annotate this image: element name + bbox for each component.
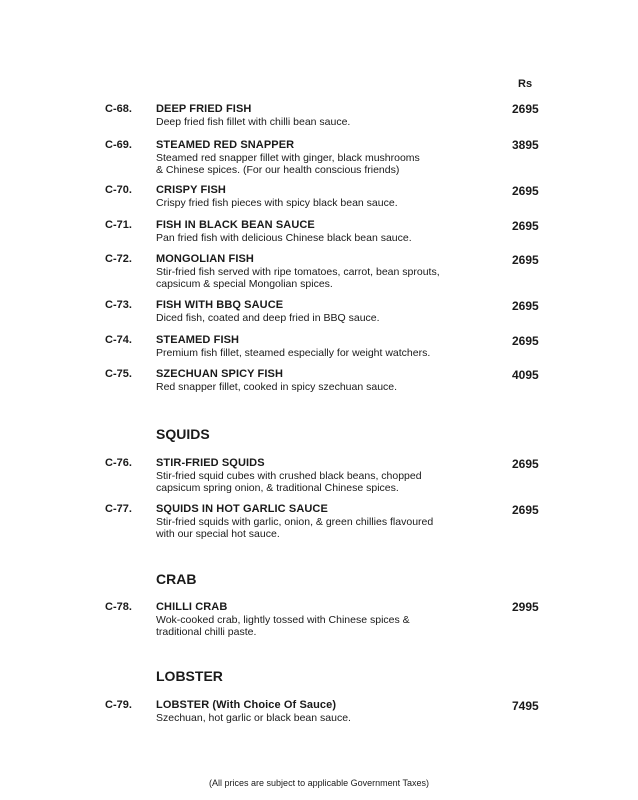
item-description: Wok-cooked crab, lightly tossed with Chinese spices & xyxy=(156,614,410,626)
item-description: Stir-fried fish served with ripe tomatoes, carrot, bean sprouts, xyxy=(156,266,440,278)
item-code: C-78. xyxy=(105,601,132,613)
item-description: Stir-fried squid cubes with crushed black beans, chopped xyxy=(156,470,422,482)
item-name: MONGOLIAN FISH xyxy=(156,253,254,265)
item-name: SQUIDS IN HOT GARLIC SAUCE xyxy=(156,503,328,515)
item-code: C-75. xyxy=(105,368,132,380)
item-price: 2995 xyxy=(512,600,539,614)
item-name: STIR-FRIED SQUIDS xyxy=(156,457,265,469)
item-description: & Chinese spices. (For our health conscious friends) xyxy=(156,164,400,176)
item-description: Stir-fried squids with garlic, onion, & green chillies flavoured xyxy=(156,516,434,528)
item-code: C-72. xyxy=(105,253,132,265)
item-price: 2695 xyxy=(512,299,539,313)
item-price: 2695 xyxy=(512,457,539,471)
item-price: 4095 xyxy=(512,368,539,382)
item-code: C-79. xyxy=(105,699,132,711)
section-heading-crab: CRAB xyxy=(156,571,197,587)
item-description: Pan fried fish with delicious Chinese black bean sauce. xyxy=(156,232,412,244)
item-price: 2695 xyxy=(512,334,539,348)
item-price: 2695 xyxy=(512,184,539,198)
item-name: SZECHUAN SPICY FISH xyxy=(156,368,283,380)
item-code: C-74. xyxy=(105,334,132,346)
item-price: 2695 xyxy=(512,219,539,233)
item-description: Red snapper fillet, cooked in spicy szechuan sauce. xyxy=(156,381,398,393)
item-description: capsicum & special Mongolian spices. xyxy=(156,278,333,290)
item-description: capsicum spring onion, & traditional Chinese spices. xyxy=(156,482,399,494)
item-code: C-76. xyxy=(105,457,132,469)
item-price: 2695 xyxy=(512,102,539,116)
item-name: STEAMED FISH xyxy=(156,334,240,346)
item-code: C-70. xyxy=(105,184,132,196)
item-price: 7495 xyxy=(512,699,539,713)
item-name: FISH IN BLACK BEAN SAUCE xyxy=(156,219,315,231)
item-name: STEAMED RED SNAPPER xyxy=(156,139,295,151)
item-description: Deep fried fish fillet with chilli bean sauce. xyxy=(156,116,351,128)
item-code: C-68. xyxy=(105,103,132,115)
item-name: DEEP FRIED FISH xyxy=(156,103,252,115)
section-heading-squids: SQUIDS xyxy=(156,426,210,442)
item-name: LOBSTER (With Choice Of Sauce) xyxy=(156,699,337,711)
section-heading-lobster: LOBSTER xyxy=(156,668,223,684)
item-price: 2695 xyxy=(512,253,539,267)
item-name: CHILLI CRAB xyxy=(156,601,228,613)
item-description: with our special hot sauce. xyxy=(156,528,280,540)
item-description: Szechuan, hot garlic or black bean sauce. xyxy=(156,712,351,724)
item-price: 2695 xyxy=(512,503,539,517)
item-description: traditional chilli paste. xyxy=(156,626,257,638)
item-description: Steamed red snapper fillet with ginger, black mushrooms xyxy=(156,152,420,164)
item-code: C-69. xyxy=(105,139,132,151)
item-name: CRISPY FISH xyxy=(156,184,226,196)
tax-footnote: (All prices are subject to applicable Government Taxes) xyxy=(209,778,429,788)
item-description: Premium fish fillet, steamed especially for weight watchers. xyxy=(156,347,431,359)
item-price: 3895 xyxy=(512,138,539,152)
item-code: C-77. xyxy=(105,503,132,515)
price-column-header: Rs xyxy=(518,78,533,90)
item-name: FISH WITH BBQ SAUCE xyxy=(156,299,284,311)
item-code: C-73. xyxy=(105,299,132,311)
item-description: Diced fish, coated and deep fried in BBQ sauce. xyxy=(156,312,380,324)
item-description: Crispy fried fish pieces with spicy black bean sauce. xyxy=(156,197,398,209)
item-code: C-71. xyxy=(105,219,132,231)
